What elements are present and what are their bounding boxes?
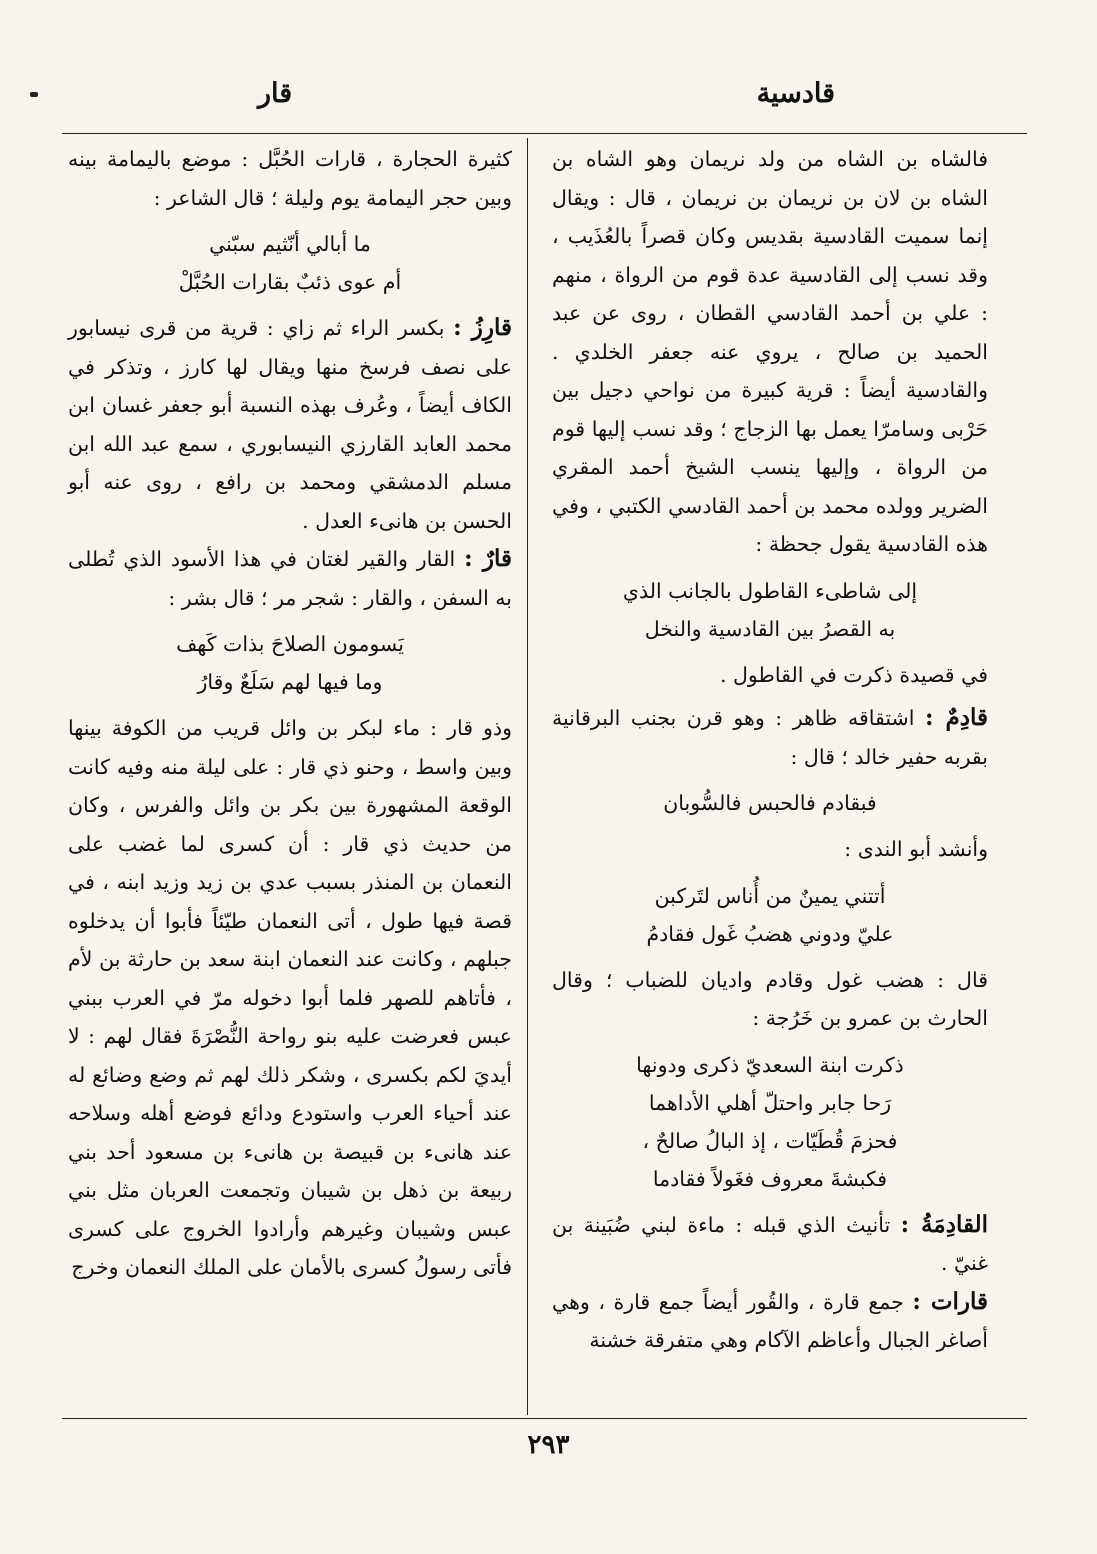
corner-mark	[30, 92, 38, 97]
bottom-rule	[62, 1418, 1027, 1419]
poem-line: أم عوى ذئبٌ بقارات الحُبَّلْ	[178, 270, 402, 294]
page-number: ٢٩٣	[527, 1430, 570, 1460]
poem-line: ما أبالي أنّثيم سبّني	[209, 232, 371, 256]
poem-line: عليّ ودوني هضبُ غَول فقادمُ	[646, 921, 894, 946]
entry-text: اشتقاقه ظاهر : وهو قرن بجنب البرقانية بقربه حفير خالد ؛ قال :	[552, 706, 988, 769]
poem-line: فكبشةَ معروف فغَولاً فقادما	[652, 1166, 888, 1191]
poem-line: وما فيها لهم سَلَعٌ وقارُ	[197, 670, 383, 694]
entry-headword: قادِمٌ :	[924, 704, 988, 731]
poem-line: يَسومون الصلاحَ بذات كَهف	[176, 632, 404, 656]
entry-headword: قارات :	[912, 1287, 988, 1315]
entry-text: جمع قارة ، والقُور أيضاً جمع قارة ، وهي أصاغر الجبال وأعاظم الآكام وهي متفرقة خشنة	[552, 1289, 988, 1352]
entry-text: تأنيث الذي قبله : ماءة لبني ضُبَينة بن غنيّ .	[552, 1212, 988, 1275]
poem-line: رَحا جابر واحتلّ أهلي الأداهما	[648, 1090, 892, 1115]
poem-line: فبقادم فالحبس فالسُّوبان	[663, 791, 877, 815]
top-rule	[62, 133, 1027, 134]
entry-headword: القادِمَةُ :	[900, 1210, 988, 1238]
entry-text: القار والقير لغتان في هذا الأسود الذي تُطلى به السفن ، والقار : شجر مر ؛ قال بشر :	[68, 547, 512, 610]
running-header-left: قار	[258, 78, 293, 109]
entry-qadima	[552, 1206, 988, 1283]
poem	[552, 784, 988, 822]
poem-line: فحزمَ قُطَيّات ، إذ البالُ صالحٌ ،	[642, 1128, 898, 1153]
poem	[552, 572, 988, 648]
paragraph: قال : هضب غول وقادم واديان للضباب ؛ وقال الحارث بن عمرو بن خَرُجة :	[552, 967, 988, 1030]
column-divider	[527, 138, 528, 1415]
entry-qarat	[552, 1283, 988, 1360]
poem	[552, 1046, 988, 1198]
entry-qadim	[552, 699, 988, 776]
left-column	[68, 140, 512, 1287]
poem	[68, 625, 512, 701]
poem-line: إلى شاطىء القاطول بالجانب الذي	[622, 578, 918, 603]
entry-headword: قارِزُ :	[453, 314, 512, 341]
poem-line: ذكرت ابنة السعديّ ذكرى ودونها	[636, 1052, 904, 1077]
entry-qariz	[68, 309, 512, 540]
running-header-right: قادسية	[756, 78, 835, 109]
right-column	[552, 140, 988, 1360]
poem-line: أتتني يمينٌ من أُناس لتَركبن	[654, 883, 886, 908]
paragraph: وأنشد أبو الندى :	[844, 837, 988, 861]
entry-text: بكسر الراء ثم زاي : قرية من قرى نيسابور على نصف فرسخ منها ويقال لها كارز ، وتذكر في الكاف أيضاً ، وعُرف بهذه النسبة أبو جعفر غسان ابن محمد العابد القارزي النيسابوري ، سمع عبد الله ابن مسلم الدمشقي ومحمد بن رافع ، روى عنه أبو الحسن بن هانىء العدل .	[68, 316, 512, 533]
poem-line: به القصرُ بين القادسية والنخل	[644, 616, 896, 641]
poem	[552, 877, 988, 953]
paragraph: فالشاه بن الشاه من ولد نريمان وهو الشاه بن الشاه بن لان بن نريمان بن نريمان ، قال : ويقال إنما سميت القادسية بقديس وكان قصراً بالعُذَيب ، وقد نسب إلى القادسية عدة قوم من الرواة ، منهم : علي بن أحمد القادسي القطان ، روى عن عبد الحميد بن صالح ، يروي عنه جعفر الخلدي . والقادسية أيضاً : قرية كبيرة من نواحي دجيل بين حَرْبى وسامرّا يعمل بها الزجاج ؛ وقد نسب إليها قوم من الرواة ، وإليها ينسب الشيخ أحمد المقري الضرير وولده محمد بن أحمد القادسي الكتبي ، وفي هذه القادسية يقول جحظة :	[552, 147, 988, 556]
entry-qar	[68, 540, 512, 617]
poem	[68, 225, 512, 301]
entry-headword: قارٌ :	[464, 545, 512, 572]
paragraph: في قصيدة ذكرت في القاطول .	[720, 662, 988, 687]
paragraph: كثيرة الحجارة ، قارات الحُبَّل : موضع باليمامة بينه وبين حجر اليمامة يوم وليلة ؛ قال الشاعر :	[68, 147, 512, 210]
paragraph: وذو قار : ماء لبكر بن وائل قريب من الكوفة بينها وبين واسط ، وحنو ذي قار : على ليلة منه وفيه كانت الوقعة المشهورة بين بكر بن وائل والفرس ، وكان من حديث ذي قار : أن كسرى لما غضب على النعمان بن المنذر بسبب عدي بن زيد وزيد ابنه ، في قصة فيها طول ، أتى النعمان طيّئاً فأبوا أن يدخلوه جبلهم ، وكانت عند النعمان ابنة سعد بن حارثة بن لأم ، فأتاهم للصهر فلما أبوا دخوله مرّ في العرب ببني عبس فعرضت عليه بنو رواحة النُّصْرَةَ فقال لهم : لا أيديَ لكم بكسرى ، وشكر ذلك لهم ثم وضع وضائع له عند أحياء العرب واستودع ودائع فوضع أهله وسلاحه عند هانىء بن قبيصة بن هانىء بن مسعود أحد بني ربيعة بن ذهل بن شيبان وتجمعت العربان مثل بني عبس وشيبان وغيرهم وأرادوا الخروج على كسرى فأتى رسولُ كسرى بالأمان على الملك النعمان وخرج	[68, 716, 512, 1279]
